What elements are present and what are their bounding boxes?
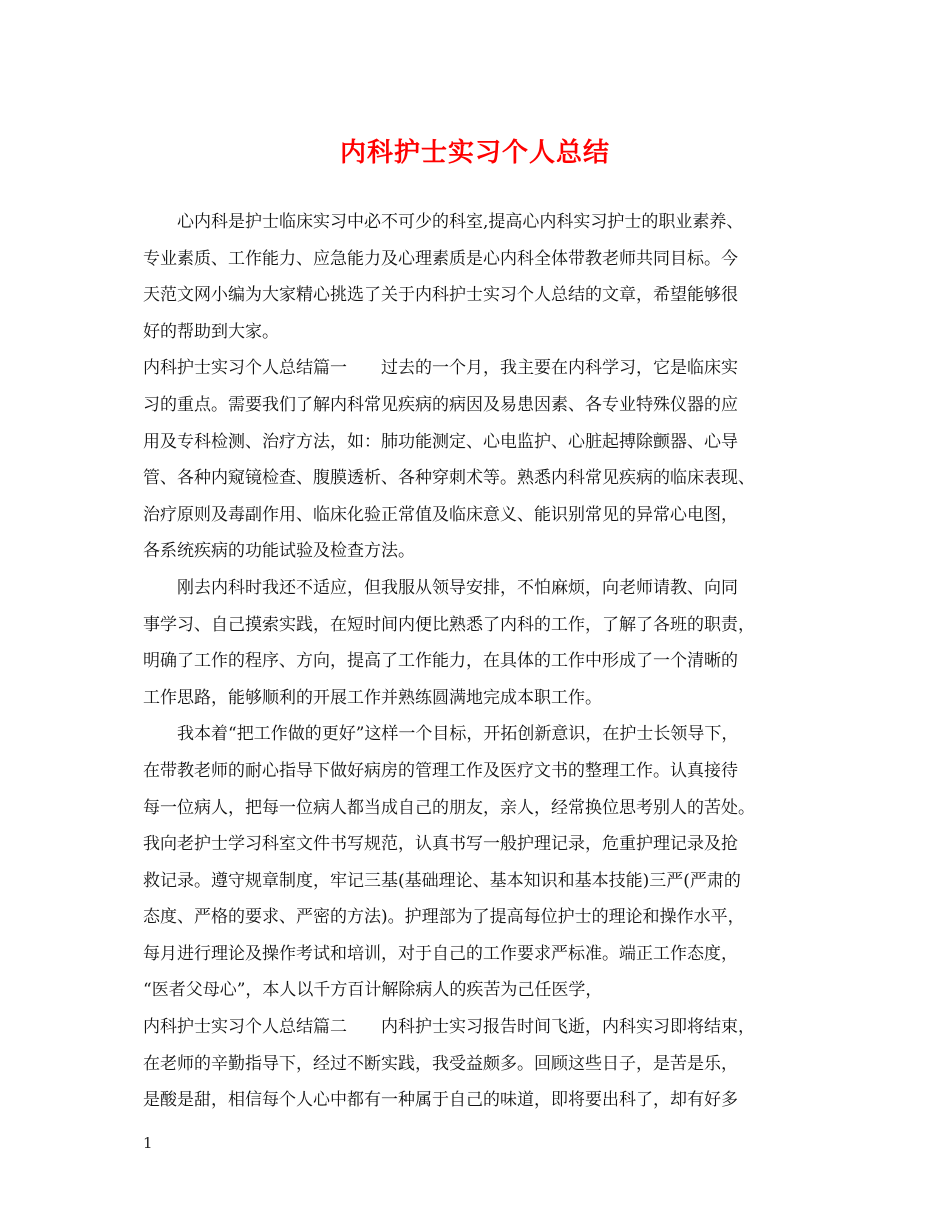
text-line: 态度、严格的要求、严密的方法)。护理部为了提高每位护士的理论和操作水平， [143, 907, 745, 928]
page-number: 1 [143, 1134, 153, 1152]
text-line: 每一位病人，把每一位病人都当成自己的朋友，亲人，经常换位思考别人的苦处。 [143, 797, 755, 818]
text-line: 是酸是甜，相信每个人心中都有一种属于自己的味道，即将要出科了，却有好多 [143, 1090, 738, 1111]
text-line: 治疗原则及毒副作用、临床化验正常值及临床意义、能识别常见的异常心电图， [143, 504, 738, 525]
text-line: 工作思路，能够顺利的开展工作并熟练圆满地完成本职工作。 [143, 687, 602, 708]
text-line: 在老师的辛勤指导下，经过不断实践，我受益颇多。回顾这些日子，是苦是乐， [143, 1053, 738, 1074]
text-line: 心内科是护士临床实习中必不可少的科室,提高心内科实习护士的职业素养、 [177, 212, 744, 232]
text-line: 专业素质、工作能力、应急能力及心理素质是心内科全体带教老师共同目标。今 [143, 248, 738, 269]
section-heading-line: 内科护士实习个人总结篇二 内科护士实习报告时间飞逝，内科实习即将结束， [143, 1017, 755, 1038]
text-line: 管、各种内窥镜检查、腹膜透析、各种穿刺术等。熟悉内科常见疾病的临床表现、 [143, 468, 755, 489]
text-line: 好的帮助到大家。 [143, 321, 279, 342]
text-line: 救记录。遵守规章制度，牢记三基(基础理论、基本知识和基本技能)三严(严肃的 [143, 870, 741, 891]
page-title: 内科护士实习个人总结 [339, 138, 610, 168]
text-line: 用及专科检测、治疗方法，如：肺功能测定、心电监护、心脏起搏除颤器、心导 [143, 431, 738, 452]
text-line: 习的重点。需要我们了解内科常见疾病的病因及易患因素、各专业特殊仪器的应 [143, 394, 738, 415]
text-line: 天范文网小编为大家精心挑选了关于内科护士实习个人总结的文章，希望能够很 [143, 285, 738, 306]
text-line: 各系统疾病的功能试验及检查方法。 [143, 541, 415, 562]
text-line: 每月进行理论及操作考试和培训，对于自己的工作要求严标准。端正工作态度， [143, 943, 738, 964]
text-line: 刚去内科时我还不适应，但我服从领导安排，不怕麻烦，向老师请教、向同 [177, 577, 738, 598]
document-body [143, 204, 815, 1119]
text-line: 我向老护士学习科室文件书写规范，认真书写一般护理记录，危重护理记录及抢 [143, 834, 738, 855]
text-line: “医者父母心”，本人以千方百计解除病人的疾苦为己任医学， [143, 980, 603, 1001]
text-line: 明确了工作的程序、方向，提高了工作能力，在具体的工作中形成了一个清晰的 [143, 651, 738, 672]
text-line: 我本着“把工作做的更好”这样一个目标，开拓创新意识，在护士长领导下， [177, 724, 739, 745]
section-heading-line: 内科护士实习个人总结篇一 过去的一个月，我主要在内科学习，它是临床实 [143, 358, 738, 379]
text-line: 在带教老师的耐心指导下做好病房的管理工作及医疗文书的整理工作。认真接待 [143, 760, 738, 781]
text-line: 事学习、自己摸索实践，在短时间内便比熟悉了内科的工作，了解了各班的职责， [143, 614, 755, 635]
